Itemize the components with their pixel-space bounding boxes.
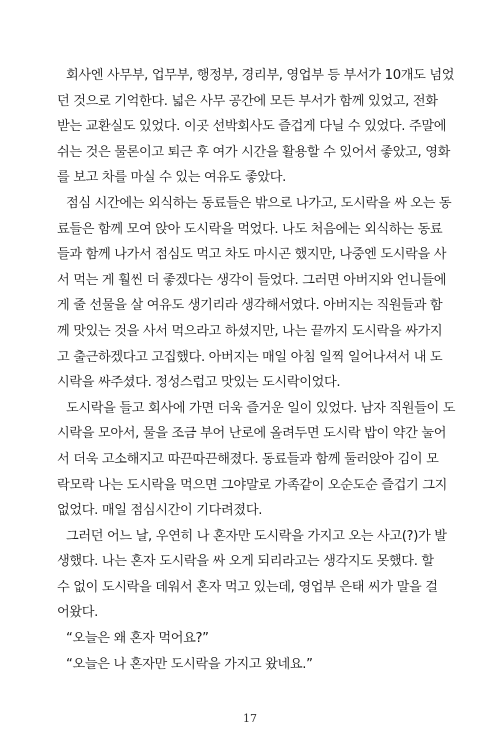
text-line: 어왔다. xyxy=(57,605,99,621)
text-line: 도시락을 들고 회사에 가면 더욱 즐거운 일이 있었다. 남자 직원들이 도 xyxy=(66,400,456,416)
text-line: 를 보고 차를 마실 수 있는 여유도 좋았다. xyxy=(57,170,286,186)
text-line: 시락을 싸주셨다. 정성스럽고 맛있는 도시락이었다. xyxy=(57,375,341,391)
text-line: 서 더욱 고소해지고 따끈따끈해졌다. 동료들과 함께 둘러앉아 김이 모 xyxy=(57,451,439,467)
body-text xyxy=(57,63,461,677)
text-line: 던 것으로 기억한다. 넓은 사무 공간에 모든 부서가 함께 있었고, 전화 xyxy=(57,93,438,109)
dialogue-line: “오늘은 왜 혼자 먹어요?” xyxy=(66,631,209,647)
text-line: 서 먹는 게 훨씬 더 좋겠다는 생각이 들었다. 그러면 아버지와 언니들에 xyxy=(57,272,447,288)
text-line: 께 맛있는 것을 사서 먹으라고 하셨지만, 나는 끝까지 도시락을 싸가지 xyxy=(57,323,443,339)
text-line: 점심 시간에는 외식하는 동료들은 밖으로 나가고, 도시락을 싸 오는 동 xyxy=(66,195,452,211)
text-line: 료들은 함께 모여 앉아 도시락을 먹었다. 나도 처음에는 외식하는 동료 xyxy=(57,221,443,237)
text-line: 시락을 모아서, 물을 조금 부어 난로에 올려두면 도시락 밥이 약간 눌어 xyxy=(57,426,447,442)
text-line: 락모락 나는 도시락을 먹으면 그야말로 가족같이 오순도순 즐겁기 그지 xyxy=(57,477,448,493)
text-line: 받는 교환실도 있었다. 이곳 선박회사도 즐겁게 다닐 수 있었다. 주말에 xyxy=(57,119,447,135)
text-line: 생했다. 나는 혼자 도시락을 싸 오게 되리라고는 생각지도 못했다. 할 xyxy=(57,554,434,570)
text-line: 없었다. 매일 점심시간이 기다려졌다. xyxy=(57,503,263,519)
text-line: 수 없이 도시락을 데워서 혼자 먹고 있는데, 영업부 은태 씨가 말을 걸 xyxy=(57,579,438,595)
text-line: 고 출근하겠다고 고집했다. 아버지는 매일 아침 일찍 일어나셔서 내 도 xyxy=(57,349,443,365)
text-line: 쉬는 것은 물론이고 퇴근 후 여가 시간을 활용할 수 있어서 좋았고, 영화 xyxy=(57,144,450,160)
dialogue-line: “오늘은 나 혼자만 도시락을 가지고 왔네요.” xyxy=(66,656,313,672)
text-line: 그러던 어느 날, 우연히 나 혼자만 도시락을 가지고 오는 사고(?)가 발 xyxy=(66,528,447,544)
page-number: 17 xyxy=(243,712,257,725)
text-line: 회사엔 사무부, 업무부, 행정부, 경리부, 영업부 등 부서가 10개도 넘었 xyxy=(66,68,455,83)
text-line: 들과 함께 나가서 점심도 먹고 차도 마시곤 했지만, 나중엔 도시락을 사 xyxy=(57,247,447,263)
text-line: 게 줄 선물을 살 여유도 생기리라 생각해서였다. 아버지는 직원들과 함 xyxy=(57,298,443,314)
